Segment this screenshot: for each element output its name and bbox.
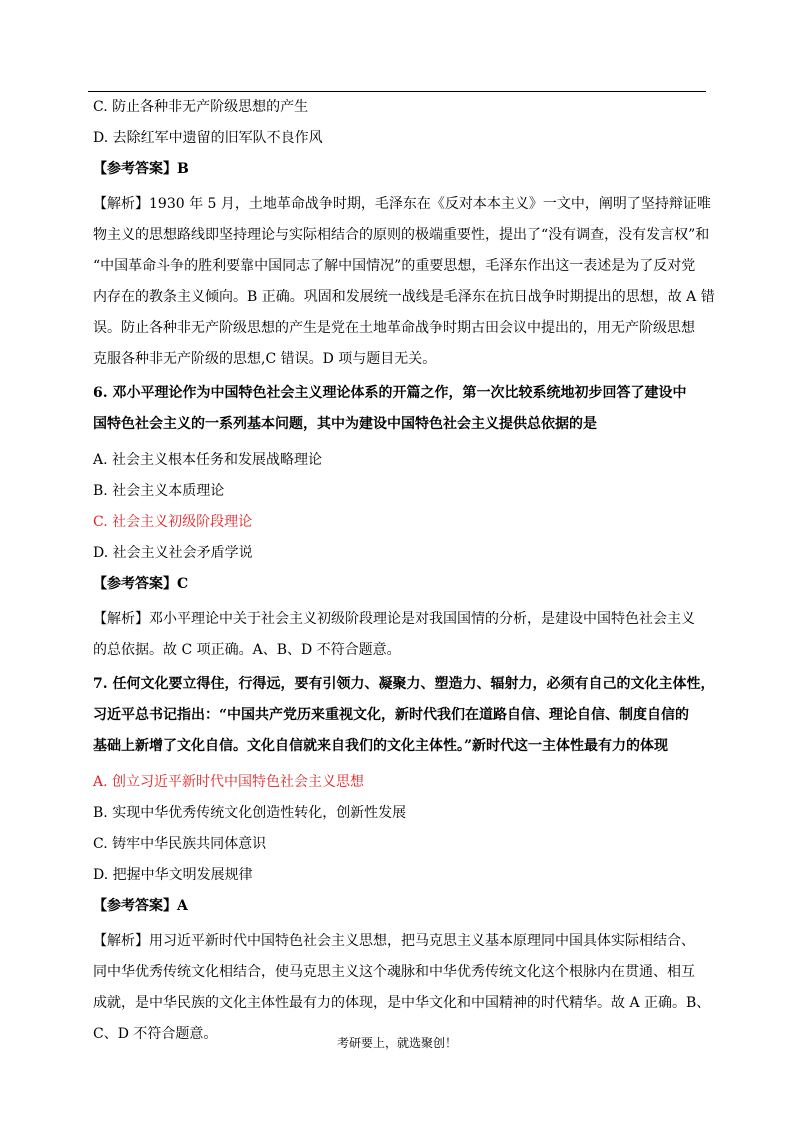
q5-answer: 【参考答案】B: [93, 161, 189, 177]
q7-stem-line: 习近平总书记指出：“中国共产党历来重视文化，新时代我们在道路自信、理论自信、制度自信的: [93, 707, 690, 723]
q7-option-b: B. 实现中华优秀传统文化创造性转化，创新性发展: [93, 805, 407, 821]
page-footer: 考研要上，就选聚创！: [336, 1036, 457, 1050]
q5-analysis-line: 【解析】1930 年 5 月，土地革命战争时期，毛泽东在《反对本本主义》一文中，阐明了坚持辩证唯: [93, 196, 711, 212]
q5-option-c: C. 防止各种非无产阶级思想的产生: [93, 99, 309, 115]
q7-answer: 【参考答案】A: [93, 898, 188, 914]
q5-analysis-line: “中国革命斗争的胜利要靠中国同志了解中国情况”的重要思想，毛泽东作出这一表述是为了反对党: [93, 258, 696, 274]
q7-analysis-line: 成就，是中华民族的文化主体性最有力的体现，是中华文化和中国精神的时代精华。故 A 正确。B、: [93, 995, 711, 1011]
document-body: [93, 96, 715, 1050]
q7-option-d: D. 把握中华文明发展规律: [93, 867, 253, 883]
q5-analysis-line: 内存在的教条主义倾向。B 正确。巩固和发展统一战线是毛泽东在抗日战争时期提出的思想，故 A 错: [93, 289, 715, 305]
q6-analysis: [93, 604, 703, 666]
q6-option-b: B. 社会主义本质理论: [93, 483, 225, 499]
q7-stem-line: 7. 任何文化要立得住，行得远，要有引领力、凝聚力、塑造力、辐射力，必须有自己的文化主体性，: [93, 676, 715, 692]
q7-option-a-correct: A. 创立习近平新时代中国特色社会主义思想: [93, 774, 365, 790]
q7-option-c: C. 铸牢中华民族共同体意识: [93, 836, 267, 852]
q6-stem: [93, 378, 703, 440]
q7-analysis-line: 【解析】用习近平新时代中国特色社会主义思想，把马克思主义基本原理同中国具体实际相结合、: [93, 933, 695, 949]
q7-analysis-line: C、D 不符合题意。: [93, 1026, 218, 1042]
q5-analysis-line: 误。防止各种非无产阶级思想的产生是党在土地革命战争时期古田会议中提出的，用无产阶级思想: [93, 320, 695, 336]
q7-analysis: [93, 926, 711, 1050]
q6-answer: 【参考答案】C: [93, 576, 189, 592]
q6-analysis-line: 的总依据。故 C 项正确。A、B、D 不符合题意。: [93, 642, 401, 658]
header-rule: [88, 91, 706, 92]
q7-stem-line: 基础上新增了文化自信。文化自信就来自我们的文化主体性。”新时代这一主体性最有力的体现: [93, 738, 669, 754]
q5-block: [93, 96, 715, 375]
q6-stem-line: 国特色社会主义的一系列基本问题，其中为建设中国特色社会主义提供总依据的是: [93, 416, 597, 432]
q6-option-d: D. 社会主义社会矛盾学说: [93, 545, 253, 561]
q5-analysis: [93, 189, 715, 375]
q6-block: [93, 378, 703, 666]
q5-analysis-line: 物主义的思想路线即坚持理论与实际相结合的原则的极端重要性，提出了“没有调查，没有发言权”和: [93, 227, 710, 243]
q7-stem: [93, 669, 715, 762]
q5-analysis-line: 克服各种非无产阶级的思想,C 错误。D 项与题目无关。: [93, 351, 437, 367]
q7-block: [93, 669, 715, 1050]
q6-option-c-correct: C. 社会主义初级阶段理论: [93, 514, 253, 530]
q6-analysis-line: 【解析】邓小平理论中关于社会主义初级阶段理论是对我国国情的分析，是建设中国特色社会主义: [93, 611, 695, 627]
q7-analysis-line: 同中华优秀传统文化相结合，使马克思主义这个魂脉和中华优秀传统文化这个根脉内在贯通、相互: [93, 964, 695, 980]
q5-option-d: D. 去除红军中遗留的旧军队不良作风: [93, 130, 323, 146]
q6-option-a: A. 社会主义根本任务和发展战略理论: [93, 452, 323, 468]
q6-stem-line: 6. 邓小平理论作为中国特色社会主义理论体系的开篇之作，第一次比较系统地初步回答了建设中: [93, 385, 687, 401]
